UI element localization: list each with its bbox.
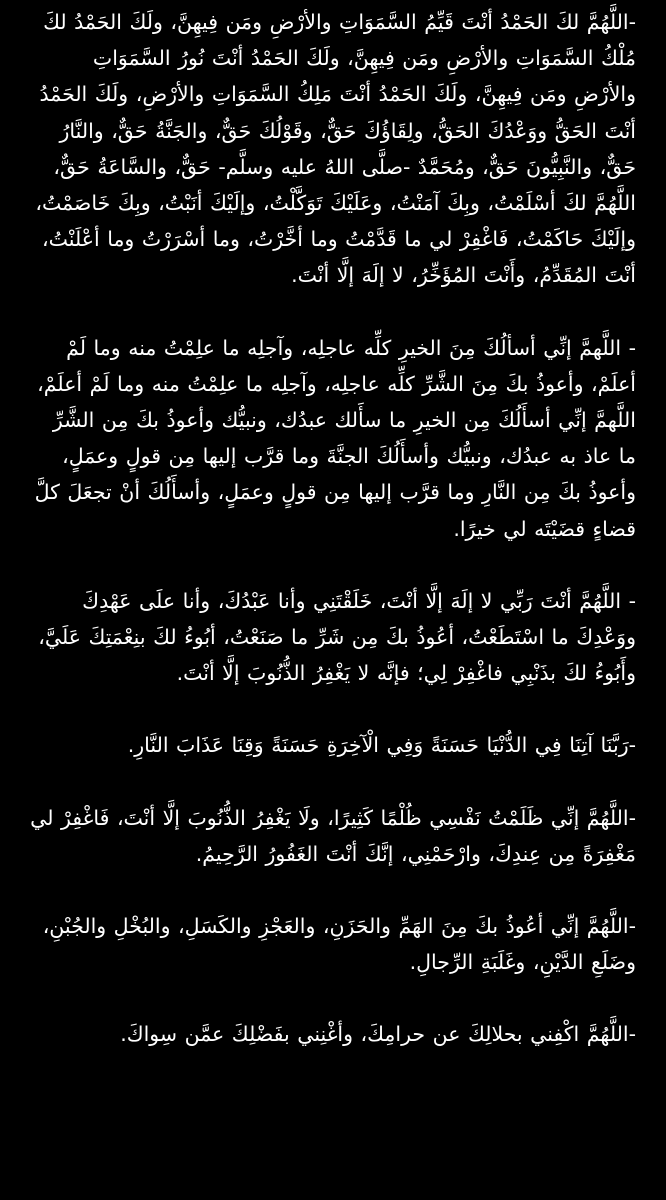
dua-paragraph-5: -اللَّهُمَّ إنِّي ظَلَمْتُ نَفْسِي ظُلْمًا كَثِيرًا، ولَا يَغْفِرُ الذُّنُوبَ إلَّا أنْتَ، فَاغْفِرْ لي مَغْفِرَةً مِن عِندِكَ، وارْحَمْنِي، إنَّكَ أنْتَ الغَفُورُ الرَّحِيمُ. <box>30 805 636 866</box>
dua-paragraph-1: -اللَّهُمَّ لكَ الحَمْدُ أنْتَ قَيِّمُ السَّمَوَاتِ والأرْضِ ومَن فِيهِنَّ، ولَكَ الحَمْدُ لكَ مُلْكُ السَّمَوَاتِ والأرْضِ ومَن فِيهِنَّ، ولَكَ الحَمْدُ أنْتَ نُورُ السَّمَوَاتِ والأرْضِ ومَن فِيهِنَّ، ولَكَ الحَمْدُ أنْتَ مَلِكُ السَّمَوَاتِ والأرْضِ، ولَكَ الحَمْدُ أنْتَ الحَقُّ ووَعْدُكَ الحَقُّ، ولِقَاؤُكَ حَقٌّ، وقَوْلُكَ حَقٌّ، والجَنَّةُ حَقٌّ، والنَّارُ حَقٌّ، والنَّبِيُّونَ حَقٌّ، ومُحَمَّدٌ -صلَّى اللهُ عليه وسلَّم- حَقٌّ، والسَّاعَةُ حَقٌّ، اللَّهُمَّ لكَ أسْلَمْتُ، وبِكَ آمَنْتُ، وعَلَيْكَ تَوَكَّلْتُ، وإلَيْكَ أنَبْتُ، وبِكَ خَاصَمْتُ، وإلَيْكَ حَاكَمْتُ، فَاغْفِرْ لي ما قَدَّمْتُ وما أخَّرْتُ، وما أسْرَرْتُ وما أعْلَنْتُ، أنْتَ المُقَدِّمُ، وأَنْتَ المُؤَخِّرُ، لا إلَهَ إلَّا أنْتَ. <box>35 10 636 288</box>
dua-paragraph-6: -اللَّهُمَّ إنِّي أعُوذُ بكَ مِنَ الهَمِّ والحَزَنِ، والعَجْزِ والكَسَلِ، والبُخْلِ والجُبْنِ، وضَلَعِ الدَّيْنِ، وغَلَبَةِ الرِّجالِ. <box>42 914 636 975</box>
dua-paragraph-2: - اللَّهمَّ إنِّي أسألُكَ مِنَ الخيرِ كلِّه عاجلِه، وآجلِه ما علِمْتُ منه وما لَمْ أعلَمْ، وأعوذُ بكَ مِنَ الشَّرِّ كلِّه عاجلِه، وآجلِه ما علِمْتُ منه وما لَمْ أعلَمْ، اللَّهمَّ إنِّي أسأَلُكَ مِن الخيرِ ما سأَلك عبدُك، ونبيُّك وأعوذُ بكَ مِن الشَّرِّ ما عاذ به عبدُك، ونبيُّك وأسأَلُكَ الجنَّةَ وما قرَّب إليها مِن قولٍ وعمَلٍ، وأعوذُ بكَ مِن النَّارِ وما قرَّب إليها مِن قولٍ وعمَلٍ، وأسأَلُكَ أنْ تجعَلَ كلَّ قضاءٍ قضَيْتَه لي خيرًا. <box>34 335 636 541</box>
dua-paragraph-4: -رَبَّنَا آتِنَا فِي الدُّنْيَا حَسَنَةً وَفِي الْآخِرَةِ حَسَنَةً وَقِنَا عَذَابَ النَّارِ. <box>127 733 636 758</box>
dua-paragraph-7: -اللَّهُمَّ اكْفِني بحلالِكَ عن حرامِكَ، وأغْنِني بفَضْلِكَ عمَّن سِواكَ. <box>120 1022 636 1047</box>
dua-paragraph-3: - اللَّهُمَّ أنْتَ رَبِّي لا إلَهَ إلَّا أنْتَ، خَلَقْتَنِي وأنا عَبْدُكَ، وأنا علَى عَهْدِكَ ووَعْدِكَ ما اسْتَطَعْتُ، أعُوذُ بكَ مِن شَرِّ ما صَنَعْتُ، أبُوءُ لكَ بنِعْمَتِكَ عَلَيَّ، وأَبُوءُ لكَ بذَنْبِي فاغْفِرْ لِي؛ فإنَّه لا يَغْفِرُ الذُّنُوبَ إلَّا أنْتَ. <box>38 588 636 686</box>
